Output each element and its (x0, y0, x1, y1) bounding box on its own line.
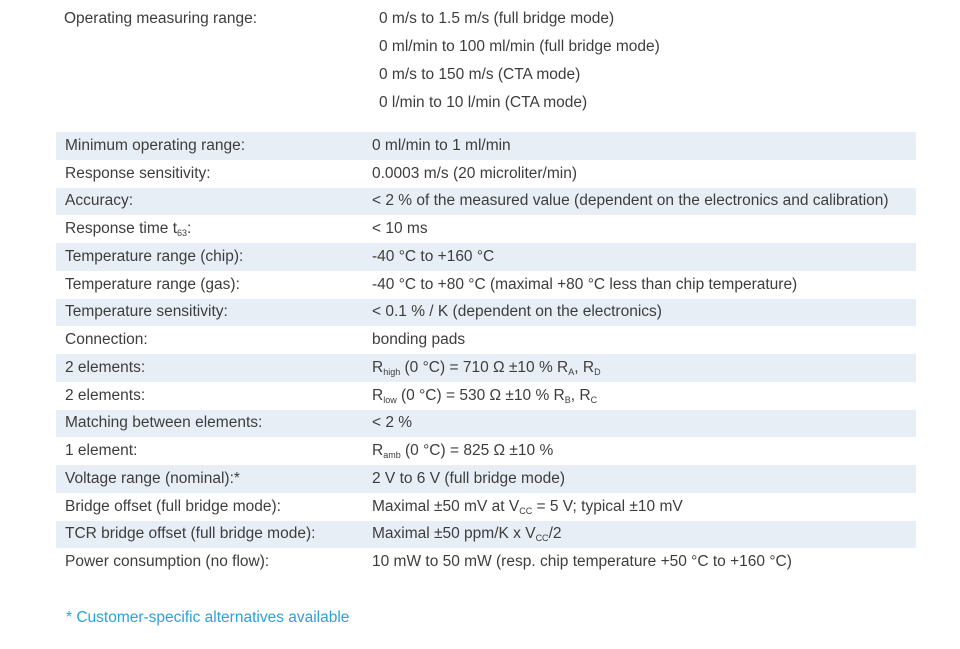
measuring-range-label: Operating measuring range: (64, 10, 258, 27)
value-subscript: CC (519, 505, 533, 516)
spec-label: Temperature range (gas): (65, 275, 240, 293)
spec-label: Minimum operating range: (65, 136, 246, 154)
spec-label: Voltage range (nominal):* (65, 469, 240, 487)
value-part: Maximal ±50 ppm/K x V (372, 525, 536, 543)
spec-label: Power consumption (no flow): (65, 553, 270, 571)
spec-value: 0 ml/min to 1 ml/min (372, 136, 511, 154)
value-part: (0 °C) = 530 Ω ±10 % R (396, 386, 565, 404)
spec-label-tail: : (187, 220, 192, 238)
spec-label: 1 element: (65, 442, 138, 460)
spec-value: 10 mW to 50 mW (resp. chip temperature +50 °C to +160 °C) (372, 553, 792, 571)
spec-label: TCR bridge offset (full bridge mode): (65, 525, 316, 543)
spec-label: Temperature sensitivity: (65, 303, 228, 321)
value-subscript: D (594, 366, 601, 377)
spec-row-matching-elements (56, 410, 916, 438)
value-subscript: CC (535, 533, 549, 544)
value-subscript: amb (383, 450, 401, 461)
spec-label (56, 220, 372, 238)
value-subscript: B (564, 394, 571, 405)
value-subscript: A (568, 366, 575, 377)
spec-row-bridge-offset (56, 493, 916, 521)
value-part: = 5 V; typical ±10 mV (532, 497, 683, 515)
spec-label: Accuracy: (65, 192, 134, 210)
value-part: R (372, 442, 384, 460)
spec-value (372, 442, 916, 460)
spec-row-voltage-range (56, 465, 916, 493)
spec-value (372, 498, 916, 516)
spec-label-subscript: 63 (177, 228, 188, 239)
measuring-range-value: 0 m/s to 1.5 m/s (full bridge mode) (379, 10, 615, 27)
spec-value: < 10 ms (372, 220, 428, 238)
spec-value: 2 V to 6 V (full bridge mode) (372, 469, 565, 487)
footnote: * Customer-specific alternatives available (66, 609, 350, 626)
spec-value: < 2 % (372, 414, 413, 432)
spec-value: -40 °C to +160 °C (372, 247, 495, 265)
spec-row-response-sensitivity (56, 160, 916, 188)
spec-label: 2 elements: (65, 386, 146, 404)
value-subscript: low (383, 394, 397, 405)
spec-label: Matching between elements: (65, 414, 263, 432)
spec-value (372, 387, 916, 405)
value-part: (0 °C) = 825 Ω ±10 % (400, 442, 554, 460)
measuring-range-value: 0 ml/min to 100 ml/min (full bridge mode) (379, 38, 660, 55)
spec-label: Connection: (65, 331, 148, 349)
value-part: , R (574, 358, 595, 376)
spec-value: -40 °C to +80 °C (maximal +80 °C less than chip temperature) (372, 275, 798, 293)
spec-value: bonding pads (372, 331, 466, 349)
spec-row-1-element (56, 437, 916, 465)
spec-row-2-elements-high (56, 354, 916, 382)
spec-label: Bridge offset (full bridge mode): (65, 497, 281, 515)
spec-row-min-operating-range (56, 132, 916, 160)
spec-label: Temperature range (chip): (65, 247, 244, 265)
value-part: R (372, 386, 384, 404)
value-subscript: C (590, 394, 598, 405)
spec-label-main: Response time t (65, 220, 177, 238)
value-subscript: high (383, 366, 401, 377)
value-part: /2 (548, 525, 562, 543)
value-part: Maximal ±50 mV at V (372, 497, 520, 515)
value-part: (0 °C) = 710 Ω ±10 % R (400, 358, 569, 376)
spec-row-accuracy (56, 188, 916, 216)
spec-value: 0.0003 m/s (20 microliter/min) (372, 164, 578, 182)
value-part: R (372, 358, 384, 376)
spec-value (372, 359, 916, 377)
spec-row-temperature-sensitivity (56, 299, 916, 327)
spec-row-connection (56, 326, 916, 354)
measuring-range-value: 0 l/min to 10 l/min (CTA mode) (379, 94, 588, 111)
spec-row-2-elements-low (56, 382, 916, 410)
measuring-range-value: 0 m/s to 150 m/s (CTA mode) (379, 66, 581, 83)
spec-label: 2 elements: (65, 358, 146, 376)
spec-row-response-time (56, 215, 916, 243)
spec-row-temperature-range-gas (56, 271, 916, 299)
spec-value: < 2 % of the measured value (dependent on the electronics and calibration) (372, 192, 889, 210)
spec-row-power-consumption (56, 548, 916, 576)
spec-value (372, 525, 916, 543)
spec-table (56, 132, 916, 576)
measuring-range-values (379, 5, 660, 117)
spec-row-temperature-range-chip (56, 243, 916, 271)
value-part: , R (570, 386, 591, 404)
spec-row-tcr-bridge-offset (56, 521, 916, 549)
spec-label: Response sensitivity: (65, 164, 211, 182)
spec-value: < 0.1 % / K (dependent on the electronics) (372, 303, 662, 321)
